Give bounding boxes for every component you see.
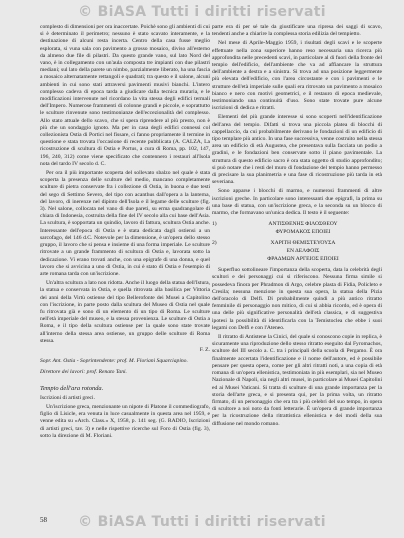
right-column bbox=[212, 24, 382, 518]
section-title: Tempio dell'ara rotonda. bbox=[40, 384, 104, 392]
watermark-bottom: © BiASA Tutti i diritti riservati bbox=[78, 514, 326, 530]
credit-line: Sopr. Ant. Ostia - Soprintendente: prof. M. Floriani Squarciapino. bbox=[40, 358, 188, 365]
left-paragraph: complesto di dimensioni per ora inaccertate. Poichè sono gli ambienti di cui si è determinato il perimetro; nessuno è stato scavato interamente, e la destinazione di alcuni resta incerta. Centro della casa fusse meglio esplorata, si vuna sala con pavimento a grosso mosaico, diviso all'esterno da almeno due file di pilastri. Da questo grande vano, sul lato Nord del vano, è in collegamento con un'aula composta tre impianti con due pilastri mediani; sul lato della parete un nimbo, parzialmente liberato, ha una fascia a mosaico alternatamente rettangoli e quadrati; tra questo e il salone, alcuni ambienti in cui sono stati attraversi pavimenti musivi bianchi. L'intero complesso cadeva di epoca tarda a giudicare dalla tecnica muraria, e le modificazioni intervenute nel ricordano la vita stessa degli edifici termali dell'Impero. Numerose frammenti di colonne grandi e piccole, e soprattutto le sculture rinvenute sono testimonianze dell'eccezionalità del complesso. Allo stato attuale dello scavo, che si spera riprendere al più presto, non è più che un sondaggio ignoto. Ma per in casa degli edifici connessi col collezionista Ostia di Portici nel fissare, ci fanno propriamente il termine in questione e stata trovata l'occasione di recente pubblicata (A. CALZA, La ricostruzione di scultura di Ostia e Portus, a cura di Roma, pp. 102, 147, 196, 240, 312) come viene specificato che contennero i restauri all'Isola nota del tardo IV secolo d. C. bbox=[40, 24, 210, 167]
inscription-line: ΦΡΑΔΜΩΝ ΑΡΓΕΙΟΣ ΕΠΟΙΕΙ bbox=[267, 255, 339, 262]
inscription-2 bbox=[212, 240, 382, 263]
page-number: 58 bbox=[40, 516, 47, 524]
section-subtitle: Iscrizioni di artisti greci. bbox=[40, 394, 95, 401]
left-paragraph: Per ora il più importante scoperta del sollevato sbalzo nel quale è stata scoperta la presenza delle sculture del medio, mancano completamente sculture di pietra conservate fra i collezione di Ostia, in buona e due testi del sego di Settimo Severo, del tipo con acanthus dall'opera a la lanterna, del lavoro, di inerenze nel dipinto dell'Isola e il legame delle sculture (fig. 3). Nel salone, collocata nel vano di due pareti, su erma quadrangolare di chiara di Indonesia, costruita della fine del IV secolo alla cui base dell'Asia. La scultura, è sopportata un quindio, lavoro di fattura, scultura Ostia anche. Interessante dell'epoca di Ostia e è stata dedicata dagli ostiensi a un sarcofago, del 146 d.C. Notevole per la dimensione, è un'opera dello stesso gruppo, il lavoro che si pensa e insieme di una forma imperiale. Le sculture ritrovate a un grande frammento di scultura di Ostia e, lavorata sotto la dedicazione. Vi erano trovati anche, con una epigrafe di una donna, e quel lavoro che si avvicina a uno di Ostia, in cui è stato di Ostia e l'esempio di arte romana tarda con un'iscrizione. bbox=[40, 170, 210, 277]
right-paragraph: Superfluo sottolineare l'importanza della scoperta, data la celebrità degli scultori e dei personaggi cui si riferiscono. Nessuna firma simile si possedeva finora per Phradmon di Argo, celebre plasta di Fidia, Policleto e Cresila; nessuna menzione in questa sua opera, la statua della Pizia dell'oracolo di Delfi. Di probabilmente quindi a più antico ritratto femminile di personaggio non mitico, di cui si abbia ricordo, ed è opera di una delle più significative personalità dell'età classica, e di suggestiva ipotesi la possibilità di identificarla con la Temistoclea che ebbe i suoi legami con Delfi e con l'Ateneo. bbox=[212, 267, 382, 331]
watermark-top: © BiASA Tutti i diritti riservati bbox=[78, 4, 326, 20]
inscription-line: ΦΥΡΟΜΑΚΟΣ ΕΠΟΙΕΙ bbox=[275, 228, 331, 235]
right-paragraph: Elementi del più grande interesse si sono scoperti nell'identificazione dell'area del tempio. Difatti si trova una piccola platea di blocchi di cappellaccio, da cui probabilmente derivano le fondazioni di un edificio di tipo templare più antico. In una fase successiva, venne costruito nella stessa area un edificio di età Augustea, che presentava sulla facciata un podio a gradini, e le fondazioni ben conservate sotto il piano pavimentale. La struttura di questo edificio sacro è ora stata oggetto di studio approfondito; si può notare che i resti del muro di fondazione del tempio hanno permesso di precisare la sua planimetria e una fase di ricostruzione più tarda in età severiana. bbox=[212, 114, 382, 186]
right-paragraph: parte era di per sé tale da giustificare una ripresa dei saggi di scavo, tendenti anche a chiarire la complessa storia edilizia del tempietto. bbox=[212, 24, 382, 38]
right-paragraph: Il ritratto di Antistene la Cinici, del quale si conoscono copie in replica, è sicuramente una riproduzione dello stesso ritratto eseguito dal Fyromachos, scultore del III secolo a. C. tra i principali della scuola di Pergamo. È ora finalmente accertata l'identificazione e il nome dell'autore, ed è possibile pensare per questa opera, come per gli altri ritratti noti, a una copia di età romana di un'opera ellenistica, testimoniata in più esemplari, sia nel Museo Nazionale di Napoli, sia negli altri musei, in particolare ai Musei Capitolini ed ai Musei Vaticani. Si tratta di sculture di una grande importanza per la storia dell'arte greca, e si presenta qui, per la prima volta, un ritratto firmato, di un personaggio che era tra i più celebri del suo tempo, in opera di scultore a noi noto da fonti letterarie. È un'opera di grande importanza per la ricostruzione della ritrattistica ellenistica e dei modi della sua diffusione nel mondo romano. bbox=[212, 334, 382, 427]
inscription-1 bbox=[212, 221, 382, 236]
left-paragraph: Un'iscrizione greca, menzionante un nipote di Platone il commediografo, figlio di Lisicle, era venuta in luce casualmente in questa area nel 1959, e venne edita su «Arch. Class.» X, 1958, p. 141 seg. (G. RADIO, Iscrizioni di artisti greci, tav. 3) e nelle rispettive ricerche sul Foro di Ostia (fig. 3), sotto la direzione di M. Floriani. bbox=[40, 403, 210, 439]
right-paragraph: Sono apparse i blocchi di marmo, e numerosi frammenti di altre iscrizioni greche. In particolare sono interessanti due epigrafi, la prima su una base di statua, con un'iscrizione greca, e la seconda su un blocco di marmo, che formavano un'unica dedica. Il testo è il seguente: bbox=[212, 188, 382, 217]
author-signature: F. Z. bbox=[199, 346, 210, 353]
credit-line: Direttore dei lavori: prof. Renato Tani. bbox=[40, 369, 127, 376]
inscription-line: ΧΑΡΙΤΗ ΘΕΜΙΣΤΕΥΟΥΣΑ bbox=[270, 240, 336, 247]
inscription-line: ΕΝ ΔΕΛΦΟΙΣ bbox=[286, 248, 320, 255]
right-paragraph: Nel mese di Aprile-Maggio 1959, i risultati degli scavi e le scoperte effettuate nella zona superiore hanno reso necessaria una ricerca più approfondita nelle precedenti scavi, in particolare al di fuori della fronte del tempio dell'edificio, dell'ambiente che va ad affiancare la struttura dell'ambiente a destra e a sinistra. Si trova ad una posizione leggermente più elevata dell'edificio, con l'area circostante e con i pavimenti e le strutture dell'età imperiale sulle quali era ritrovato un pavimento a mosaico bianco e nero con motivi geometrici, e il restauro di epoca medievale, testimoniando una continuità d'uso. Sono state trovate pure alcune iscrizioni di dedica e ritratti. bbox=[212, 40, 382, 112]
left-paragraph: Un'altra scultura a lato non ridotta. Anche il luogo della statua dell'Istura, la statua e conservata in Ostia, e quella ritrovata alla basilica per Vittoria dei anni della Virtù ostiense del tipo Bellerofonte dei Musei a Capitolino con l'iscrizione, in parte posto dalla scultura del Museo di Ostia nel quale fu ritrovata già e sono di un elemento di un tipo di Roma. Le sculture nell'età imperiale del museo, e la stessa provenienza. Le sculture di Ostia a Roma, e il tipo della scultura ostiense per la quale sono state trovate all'interno della stessa area ostiense, un gruppo delle sculture di Roma stessa. bbox=[40, 280, 210, 344]
left-column bbox=[40, 24, 210, 518]
inscription-line: ΑΝΤΙΣΘΕΝΗΣ ΦΙΛΟΣΘΕΟΥ bbox=[268, 221, 338, 228]
inscription-number: 2) bbox=[212, 240, 217, 247]
inscription-number: 1) bbox=[212, 221, 217, 228]
